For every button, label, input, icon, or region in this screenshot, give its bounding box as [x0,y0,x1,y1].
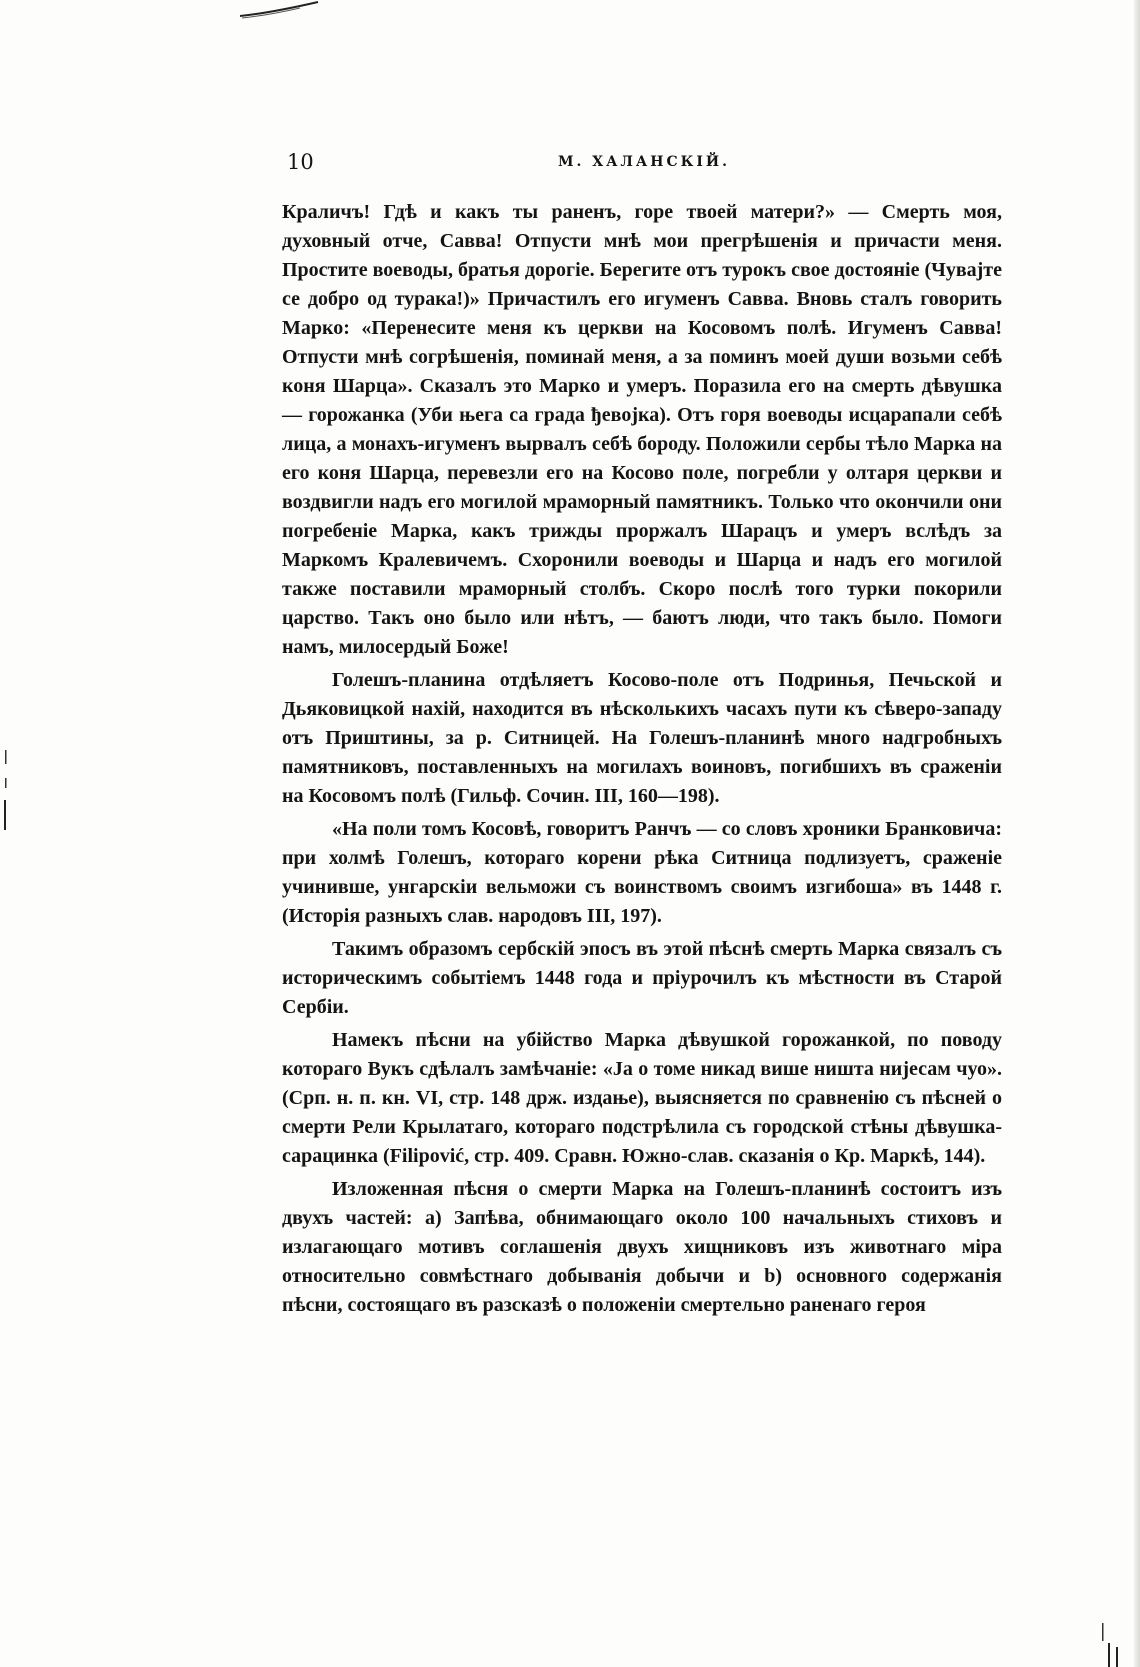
page-edge-shadow [1134,0,1140,1667]
paragraph-6: Изложенная пѣсня о смерти Марка на Голешъ-планинѣ состоитъ изъ двухъ частей: а) Запѣва, обнимающаго около 100 начальныхъ стиховъ и излагающаго мотивъ соглашенія двухъ хищниковъ изъ животнаго міра относительно совмѣстнаго добыванія добычи и b) основного содержанія пѣсни, состоящаго въ разсказѣ о положеніи смертельно раненаго героя [282,1178,1002,1316]
paragraph-5: Намекъ пѣсни на убійство Марка дѣвушкой горожанкой, по поводу котораго Вукъ сдѣлалъ замѣчаніе: «Ја о томе никад више ништа нијесам чуо». (Срп. н. п. кн. VI, стр. 148 држ. издање), выясняется по сравненію съ пѣсней о смерти Рели Крылатаго, котораго подстрѣлила съ городской стѣны дѣвушка-сарацинка (Filipović, стр. 409. Сравн. Южно-слав. сказанія о Кр. Маркѣ, 144). [282,1029,1002,1167]
scan-bottom-specks [1096,1617,1126,1667]
body-text [282,198,1002,1324]
page-number: 10 [287,150,314,174]
scan-margin-specks [0,750,12,840]
page-header [287,150,1001,182]
scan-corner-mark [240,0,320,20]
paragraph-4: Такимъ образомъ сербскій эпосъ въ этой пѣснѣ смерть Марка связалъ съ историческимъ событіемъ 1448 года и пріурочилъ къ мѣстности въ Старой Сербіи. [282,938,1002,1018]
paragraph-1: Краличъ! Гдѣ и какъ ты раненъ, горе твоей матери?» — Смерть моя, духовный отче, Савва! Отпусти мнѣ мои прегрѣшенія и причасти меня. Простите воеводы, братья дорогіе. Берегите отъ турокъ свое достояніе (Чувајте се добро од турака!)» Причастилъ его игуменъ Савва. Вновь сталъ говорить Марко: «Перенесите меня къ церкви на Косовомъ полѣ. Игуменъ Савва! Отпусти мнѣ согрѣшенія, поминай меня, а за поминъ моей души возьми себѣ коня Шарца». Сказалъ это Марко и умеръ. Поразила его на смерть дѣвушка — горожанка (Уби њега са града ђевојка). Отъ горя воеводы исцарапали себѣ лица, а монахъ-игуменъ вырвалъ себѣ бороду. Положили сербы тѣло Марка на его коня Шарца, перевезли его на Косово поле, погребли у олтаря церкви и воздвигли надъ его могилой мраморный памятникъ. Только что окончили они погребеніе Марка, какъ трижды проржалъ Шарацъ и умеръ вслѣдъ за Маркомъ Кралевичемъ. Схоронили воеводы и Шарца и надъ его могилой также поставили мраморный столбъ. Скоро послѣ того турки покорили царство. Такъ оно было или нѣтъ, — баютъ люди, что такъ было. Помоги намъ, милосердый Боже! [282,201,1002,658]
running-head: М. ХАЛАНСКІЙ. [557,154,731,170]
paragraph-2: Голешъ-планина отдѣляетъ Косово-поле отъ Подринья, Печьской и Дьяковицкой нахій, находится въ нѣсколькихъ часахъ пути къ сѣверо-западу отъ Приштины, за р. Ситницей. На Голешъ-планинѣ много надгробныхъ памятниковъ, поставленныхъ на могилахъ воиновъ, погибшихъ въ сраженіи на Косовомъ полѣ (Гильф. Сочин. III, 160—198). [282,669,1002,807]
paragraph-3: «На поли томъ Косовѣ, говоритъ Ранчъ — со словъ хроники Бранковича: при холмѣ Голешъ, котораго корени рѣка Ситница подлизуетъ, сраженіе учинивше, унгарскіи вельможи съ воинствомъ своимъ изгибоша» въ 1448 г. (Исторія разныхъ слав. народовъ III, 197). [282,818,1002,927]
